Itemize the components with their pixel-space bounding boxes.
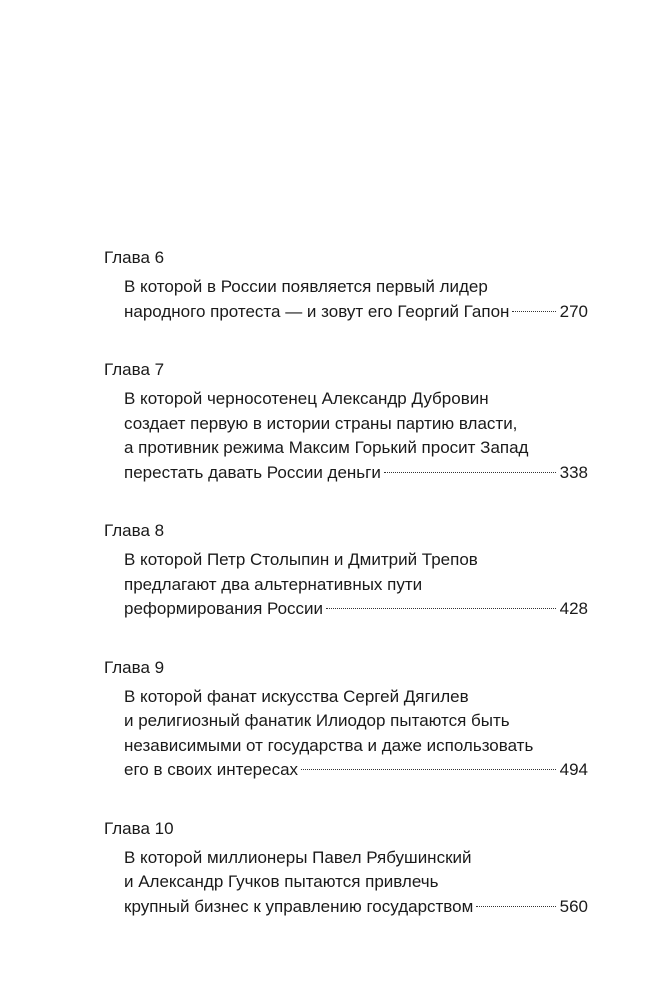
description-last-line <box>124 597 588 622</box>
chapter-description <box>124 846 588 920</box>
description-last-line <box>124 758 588 783</box>
chapter-title: Глава 7 <box>104 360 165 379</box>
description-line: и религиозный фанатик Илиодор пытаются быть <box>124 711 510 730</box>
description-last-line <box>124 461 588 486</box>
description-line: крупный бизнес к управлению государством <box>124 896 474 916</box>
chapter-description <box>124 387 588 485</box>
description-line: независимыми от государства и даже использовать <box>124 735 534 755</box>
description-line: народного протеста — и зовут его Георгий Гапон <box>124 301 510 321</box>
dot-leader <box>301 769 556 770</box>
chapter-title: Глава 10 <box>104 818 174 838</box>
chapter-title: Глава 6 <box>104 248 165 267</box>
description-line: создает первую в истории страны партию власти, <box>124 413 518 433</box>
description-last-line <box>124 300 588 325</box>
chapter-title: Глава 9 <box>104 657 165 677</box>
description-line: В которой Петр Столыпин и Дмитрий Трепов <box>124 550 478 569</box>
toc-chapter-7 <box>104 358 588 485</box>
description-line: В которой черносотенец Александр Дубровин <box>124 389 489 408</box>
description-line: перестать давать России деньги <box>124 462 381 482</box>
toc-chapter-8 <box>104 519 588 622</box>
page-number: 560 <box>559 896 588 916</box>
toc-chapter-9 <box>104 656 588 783</box>
table-of-contents <box>104 246 588 953</box>
description-line: В которой миллионеры Павел Рябушинский <box>124 847 472 867</box>
toc-chapter-6 <box>104 246 588 324</box>
description-line: реформирования России <box>124 599 324 618</box>
dot-leader <box>476 906 555 907</box>
page-number: 428 <box>559 599 588 618</box>
chapter-description <box>124 685 588 783</box>
description-line: а противник режима Максим Горький просит Запад <box>124 438 529 457</box>
dot-leader <box>326 608 556 609</box>
page-number: 270 <box>559 301 588 321</box>
description-line: и Александр Гучков пытаются привлечь <box>124 872 439 891</box>
dot-leader <box>384 472 556 473</box>
description-line: его в своих интересах <box>124 760 299 779</box>
page-number: 338 <box>559 462 588 482</box>
page-number: 494 <box>559 760 588 779</box>
toc-chapter-10 <box>104 817 588 920</box>
chapter-description <box>124 275 588 324</box>
description-line: предлагают два альтернативных пути <box>124 574 423 594</box>
description-line: В которой фанат искусства Сергей Дягилев <box>124 686 469 706</box>
chapter-description <box>124 548 588 622</box>
chapter-title: Глава 8 <box>104 521 165 540</box>
description-line: В которой в России появляется первый лидер <box>124 277 488 296</box>
dot-leader <box>512 311 555 312</box>
description-last-line <box>124 895 588 920</box>
